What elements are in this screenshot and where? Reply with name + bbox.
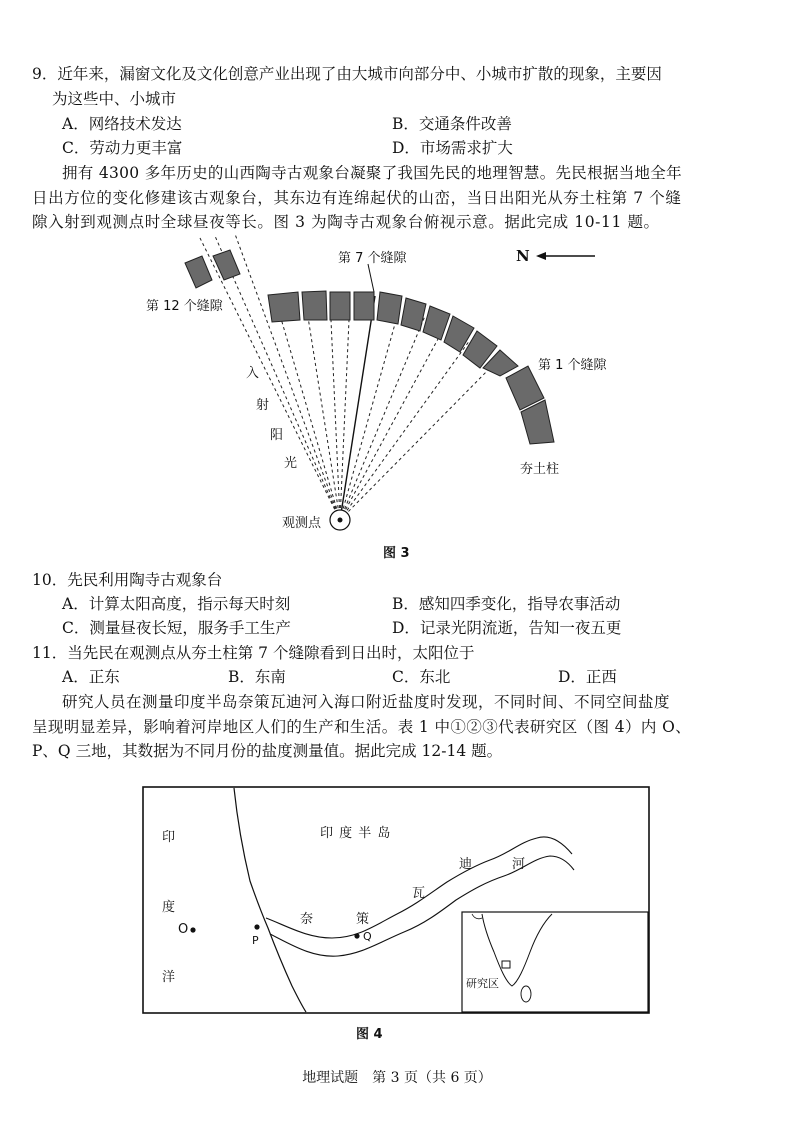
fig4-label-ocean-1: 印 bbox=[162, 830, 176, 845]
fig3-label-pillar: 夯土柱 bbox=[520, 462, 560, 477]
figure-3-diagram bbox=[140, 228, 620, 548]
page-footer: 地理试题 第 3 页（共 6 页） bbox=[302, 1070, 492, 1086]
passage2-line1: 研究人员在测量印度半岛奈策瓦迪河入海口附近盐度时发现，不同时间、不同空间盐度 bbox=[62, 693, 671, 711]
fig3-label-gap12: 第 12 个缝隙 bbox=[146, 299, 223, 314]
fig4-label-o: O bbox=[178, 922, 189, 937]
q9-option-a: A．网络技术发达 bbox=[62, 115, 182, 133]
passage1-line1: 拥有 4300 多年历史的山西陶寺古观象台凝聚了我国先民的地理智慧。先民根据当地全年 bbox=[62, 164, 682, 182]
q9-option-b: B．交通条件改善 bbox=[392, 115, 512, 133]
point-p-marker bbox=[254, 924, 259, 929]
q10-option-d: D．记录光阴流逝，告知一夜五更 bbox=[392, 619, 622, 637]
fig3-label-ray-2: 射 bbox=[256, 398, 270, 413]
fig4-label-inset: 研究区 bbox=[466, 977, 499, 990]
q10-option-a: A．计算太阳高度，指示每天时刻 bbox=[62, 595, 291, 613]
fig4-label-p: P bbox=[252, 934, 259, 947]
point-q-marker bbox=[354, 933, 359, 938]
light-rays bbox=[200, 234, 495, 520]
fig4-label-river-2: 河 bbox=[512, 857, 526, 872]
north-arrow-head bbox=[536, 252, 546, 260]
passage2-line3: P、Q 三地，其数据为不同月份的盐度测量值。据此完成 12-14 题。 bbox=[32, 742, 503, 760]
q10-option-b: B．感知四季变化，指导农事活动 bbox=[392, 595, 621, 613]
passage1-line3: 隙入射到观测点时全球昼夜等长。图 3 为陶寺古观象台俯视示意。据此完成 10-11 题。 bbox=[32, 213, 660, 231]
fig4-caption: 图 4 bbox=[356, 1027, 383, 1042]
gap7-pointer bbox=[368, 264, 374, 292]
q11-stem: 11．当先民在观测点从夯土柱第 7 个缝隙看到日出时，太阳位于 bbox=[32, 644, 475, 662]
gap7-ray bbox=[340, 296, 375, 520]
fig4-label-river-5: 策 bbox=[356, 912, 370, 927]
point-o-marker bbox=[190, 927, 195, 932]
inset-frame bbox=[462, 912, 648, 1012]
q9-stem-line1: 9．近年来，漏窗文化及文化创意产业出现了由大城市向部分中、小城市扩散的现象，主要因 bbox=[32, 65, 662, 83]
q9-stem-line2: 为这些中、小城市 bbox=[52, 90, 177, 108]
q9-option-d: D．市场需求扩大 bbox=[392, 139, 513, 157]
passage2-line2: 呈现明显差异，影响着河岸地区人们的生产和生活。表 1 中①②③代表研究区（图 4）内 O、 bbox=[32, 718, 692, 736]
fig4-label-ocean-2: 度 bbox=[162, 900, 176, 915]
fig4-label-ocean-3: 洋 bbox=[162, 970, 176, 985]
fig3-label-north: N bbox=[516, 247, 530, 265]
fig3-label-ray-3: 阳 bbox=[270, 428, 284, 443]
q11-option-b: B．东南 bbox=[228, 668, 286, 686]
fig4-label-river-1: 迪 bbox=[459, 857, 473, 872]
figure-4-map bbox=[142, 786, 650, 1014]
q11-option-a: A．正东 bbox=[62, 668, 120, 686]
q9-option-c: C．劳动力更丰富 bbox=[62, 139, 183, 157]
observation-point-center bbox=[338, 518, 343, 523]
fig3-label-gap7: 第 7 个缝隙 bbox=[338, 251, 407, 266]
fig3-label-observation-point: 观测点 bbox=[282, 516, 322, 531]
fig4-label-river-4: 奈 bbox=[300, 912, 314, 927]
fig3-label-ray-1: 入 bbox=[246, 366, 260, 381]
q10-option-c: C．测量昼夜长短，服务手工生产 bbox=[62, 619, 291, 637]
q11-option-d: D．正西 bbox=[558, 668, 617, 686]
fig3-caption: 图 3 bbox=[383, 546, 410, 561]
q10-stem: 10．先民利用陶寺古观象台 bbox=[32, 571, 223, 589]
fig3-label-ray-4: 光 bbox=[284, 456, 298, 471]
fig3-label-gap1: 第 1 个缝隙 bbox=[538, 358, 607, 373]
inset-study-area-marker bbox=[502, 961, 510, 968]
fig4-label-river-3: 瓦 bbox=[412, 886, 426, 901]
fig4-label-peninsula: 印 度 半 岛 bbox=[320, 826, 392, 841]
fig4-label-q: Q bbox=[363, 930, 372, 943]
passage1-line2: 日出方位的变化修建该古观象台，其东边有连绵起伏的山峦，当日出阳光从夯土柱第 7 个缝 bbox=[32, 189, 682, 207]
q11-option-c: C．东北 bbox=[392, 668, 451, 686]
